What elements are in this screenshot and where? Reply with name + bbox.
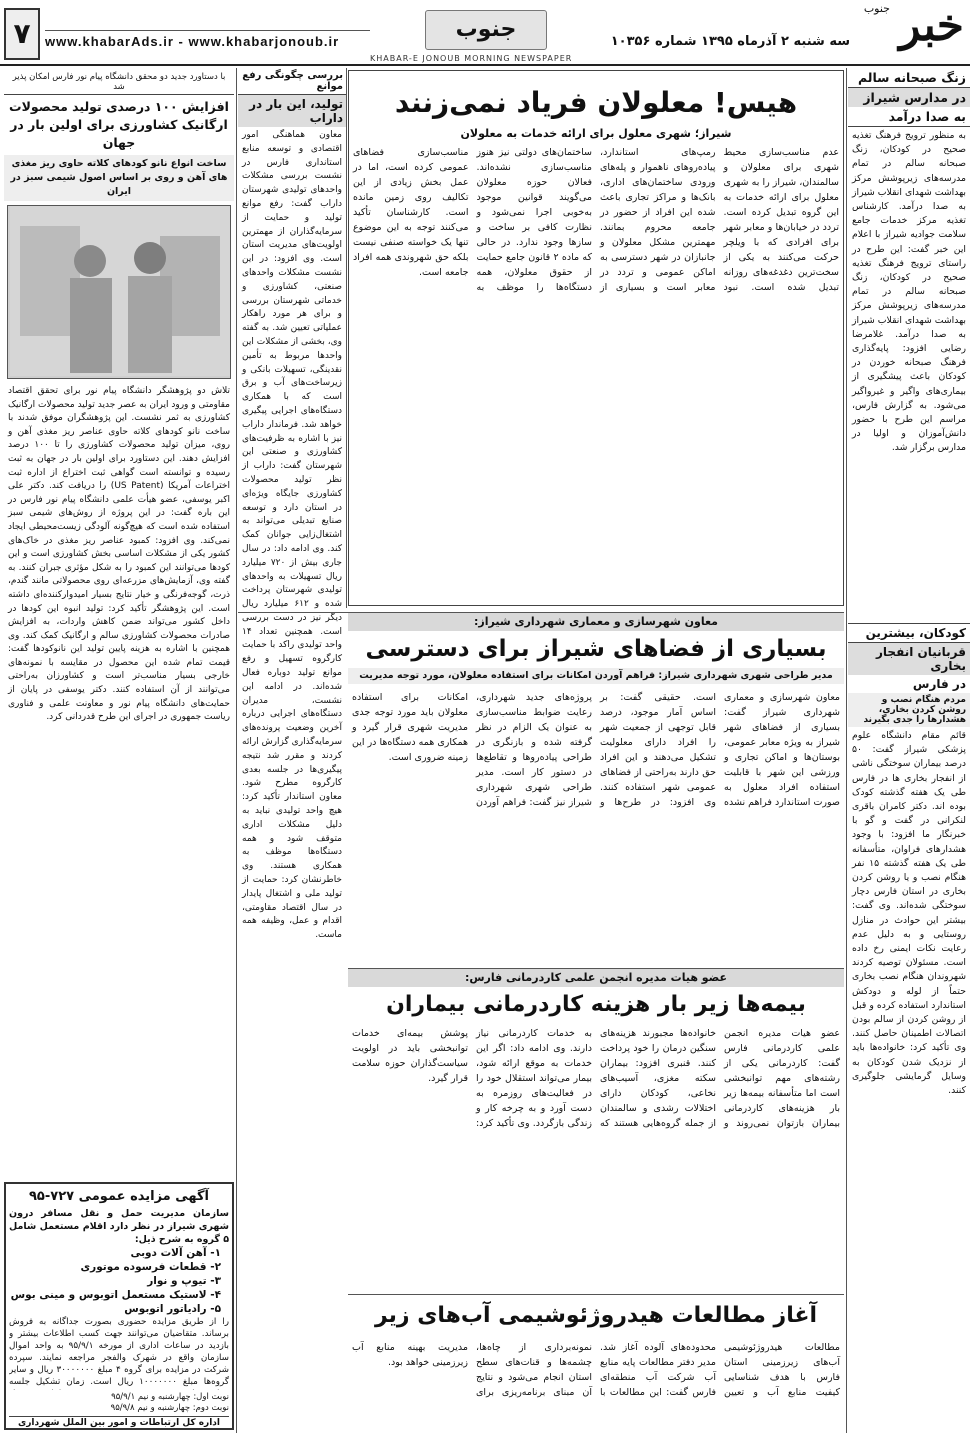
article-body: معاون شهرسازی و معماری شهرداری شیراز گفت: بسیاری از فضاهای شهر شیراز به ویژه معابر عمومی، بوستان‌ها و اماکن تجاری و ورزشی این شهر با قابلیت استفاده افراد معلول به صورت استاندارد فراهم نشده است. حقیقی گفت: بر اساس آمار موجود، درصد قابل توجهی از جمعیت شهر را افراد دارای معلولیت تشکیل می‌دهند و این افراد حق دارند به‌راحتی از فضاهای عمومی شهر استفاده کنند. وی افزود: در طرح‌ها و پروژه‌های جدید شهرداری، رعایت ضوابط مناسب‌سازی به عنوان یک الزام در نظر گرفته شده و بازنگری در طراحی پیاده‌روها و تقاطع‌ها در دستور کار است. مدیر طراحی شهری شهرداری شیراز نیز گفت: فراهم آوردن امکانات برای استفاده معلولان باید مورد توجه جدی مدیریت شهری قرار گیرد و همکاری همه دستگاه‌ها در این زمینه ضروری است. [352, 692, 840, 808]
ad-body: را از طریق مزایده حضوری بصورت جداگانه به فروش برساند. متقاضیان می‌توانند جهت کسب اطلاعات بیشتر و بازدید در ساعات اداری از مورخه ۹۵/۹/۱ به واحد اموال سازمان واقع در شهرک والفجر مراجعه نمایند. سپرده شرکت در مزایده برای گروه ۴ مبلغ ۳۰۰۰۰۰۰۰ ریال و سایر گروه‌ها مبلغ ۱۰۰۰۰۰۰۰ ریال است. زمان تشکیل جلسه [9, 1317, 229, 1387]
auction-ad [4, 1182, 234, 1430]
english-title: KHABAR-E JONOUB MORNING NEWSPAPER [370, 54, 573, 63]
article-band: عضو هیات مدیره انجمن علمی کاردرمانی فارس: [348, 969, 844, 987]
middle-column [238, 68, 346, 1433]
article-body: عدم مناسب‌سازی محیط شهری برای معلولان و سالمندان، شیراز را به شهری معلول برای ارائه خدمات به این گروه تبدیل کرده است. تردد در خیابان‌ها و معابر شهر برای افرادی که با ویلچر حرکت می‌کنند به یکی از سخت‌ترین دغدغه‌های روزانه تبدیل شده است. نبود رمپ‌های استاندارد، پیاده‌روهای ناهموار و پله‌های ورودی ساختمان‌های اداری، بانک‌ها و مراکز تجاری باعث شده این افراد از حضور در جامعه محروم بمانند. مهمترین مشکل معلولان و جانبازان در شهر دسترسی به اماکن عمومی و تردد در معابر است و بسیاری از ساختمان‌های دولتی نیز هنوز مناسب‌سازی نشده‌اند. فعالان حوزه معلولان می‌گویند قوانین موجود به‌خوبی اجرا نمی‌شود و نظارت کافی بر ساخت و سازها وجود ندارد. در حالی که ماده ۲ قانون جامع حمایت از حقوق معلولان، همه دستگاه‌ها را موظف به مناسب‌سازی فضاهای عمومی کرده است، اما در عمل بخش زیادی از این تکالیف روی زمین مانده است. کارشناسان تأکید می‌کنند توجه به این موضوع تنها یک خواسته صنفی نیست بلکه حق شهروندی همه افراد جامعه است. [353, 147, 839, 293]
ad-item: ۴- لاستیک مستعمل اتوبوس و مینی بوس [10, 1289, 221, 1301]
article-title: زنگ صبحانه سالم [848, 68, 970, 88]
article-body: معاون هماهنگی امور اقتصادی و توسعه منابع استانداری فارس در نشست بررسی مشکلات واحدهای تولیدی شهرستان داراب گفت: رفع موانع تولید و حمایت از سرمایه‌گذاران از مهمترین اولویت‌های مدیریت استان است. وی افزود: در این نشست مشکلات واحدهای صنعتی، کشاورزی و خدماتی شهرستان بررسی و برای هر مورد راهکار عملیاتی تعیین شد. به گفته وی، بخشی از مشکلات این واحدها مربوط به تأمین نقدینگی، تسهیلات بانکی و زیرساخت‌های آب و برق است که با همکاری دستگاه‌های اجرایی پیگیری خواهد شد. فرماندار داراب نیز با اشاره به ظرفیت‌های کشاورزی و صنعتی این شهرستان گفت: داراب از نظر تولید محصولات کشاورزی جایگاه ویژه‌ای در استان دارد و توسعه صنایع تبدیلی می‌تواند به اشتغال‌زایی جوانان کمک کند. وی ادامه داد: در سال جاری بیش از ۷۲۰ میلیارد ریال تسهیلات به واحدهای تولیدی شهرستان پرداخت شده و ۶۱۲ میلیارد ریال دیگر نیز در دست بررسی است. همچنین تعداد ۱۴ واحد تولیدی راکد با حمایت کارگروه تسهیل و رفع موانع تولید دوباره فعال شده‌اند. در ادامه این نشست، مدیران دستگاه‌های اجرایی درباره آخرین وضعیت پرونده‌های سرمایه‌گذاری گزارش ارائه کردند و مقرر شد نتیجه پیگیری‌ها در جلسه بعدی کارگروه مطرح شود. معاون استاندار تأکید کرد: هیچ واحد تولیدی نباید به دلیل مشکلات اداری متوقف شود و همه دستگاه‌ها موظف به همکاری هستند. وی خاطرنشان کرد: حمایت از تولید ملی و اشتغال پایدار در سال اقتصاد مقاومتی، اقدام و عمل، وظیفه همه ماست. [242, 130, 342, 941]
article-headline: بیمه‌ها زیر بار هزینه کاردرمانی بیماران [386, 992, 806, 1017]
article-photo [7, 205, 231, 379]
newspaper-logo: خبر [899, 0, 964, 51]
column-divider [236, 68, 237, 1433]
article-kicker: با دستاورد جدید دو محقق دانشگاه پیام نور فارس امکان پذیر شد [4, 70, 234, 95]
ad-footer: اداره کل ارتباطات و امور بین الملل شهرداری [9, 1416, 229, 1430]
column-divider [846, 68, 847, 1433]
ad-dates: نوبت اول: چهارشنبه و نیم ۹۵/۹/۱ نوبت دوم: چهارشنبه و نیم ۹۵/۹/۸ [110, 1392, 229, 1413]
article-body: به منظور ترویج فرهنگ تغذیه صحیح در کودکان، زنگ صبحانه سالم در تمام مدرسه‌های زیرپوشش مرکز بهداشت شهدای انقلاب شیراز به صدا درآمد. کارشناس تغذیه مرکز خدمات جامع سلامت جوادیه شیراز با اعلام این خبر گفت: این طرح در راستای ترویج فرهنگ تغذیه صحیح در کودکان، زنگ صبحانه سالم در تمام مدرسه‌های زیرپوشش مرکز بهداشت شهدای انقلاب شیراز به صدا درآمد. غلامرضا رضایی افزود: پایه‌گذاری فرهنگ صبحانه خوردن در کودکان باعث پیشگیری از بیماری‌های واگیر و غیرواگیر می‌شود. به گزارش فارس، مراسم این طرح با حضور دانش‌آموزان و اولیا در مدارس برگزار شد. [852, 130, 966, 454]
masthead [0, 0, 970, 66]
right-column [848, 68, 970, 1433]
page-number: ۷ [4, 8, 40, 60]
article-title: به صدا درآمد [848, 107, 970, 127]
ad-item: ۱- آهن آلات دوبی [130, 1247, 221, 1259]
article-subhead: ساخت انواع نانو کودهای کلاته حاوی ریز مغذی های آهن و روی بر اساس اصول شیمی سبز در ایران [4, 155, 234, 201]
article-subhead: مردم هنگام نصب و روشن کردن بخاری، هشدارها را جدی بگیرند [848, 693, 970, 727]
researchers-photo-icon [10, 206, 230, 376]
article-band: معاون شهرسازی و معماری شهرداری شیراز: [348, 613, 844, 631]
article-headline: تولید، این بار در داراب [238, 95, 346, 127]
logo-subtitle: جنوب [863, 2, 890, 15]
article-body: تلاش دو پژوهشگر دانشگاه پیام نور برای تحقق اقتصاد مقاومتی و ورود ایران به عصر جدید تولید محصولات ارگانیک کشاورزی به ثمر نشست. این پژوهشگران موفق شدند با ساخت نانو کودهای کلاته حاوی عناصر ریز مغذی آهن و روی، میزان تولید محصولات کشاورزی را تا ۱۰۰ درصد افزایش دهند. این دستاورد برای اولین بار در جهان به ثبت رسیده و توانسته است گواهی ثبت اختراع از اداره ثبت اختراعات آمریکا (US Patent) را دریافت کند. دکتر علی اکبر یوسفی، عضو هیأت علمی دانشگاه پیام نور فارس در این باره گفت: در این پروژه از روش‌های شیمی سبز استفاده شده است که هیچ‌گونه آلودگی زیست‌محیطی ایجاد نمی‌کند. وی افزود: کمبود عناصر ریز مغذی در خاک‌های کشور یکی از مشکلات اساسی بخش کشاورزی است و این کودها می‌توانند این کمبود را به شکل مؤثری جبران کنند. به گفته وی، آزمایش‌های مزرعه‌ای روی محصولاتی مانند گندم، ذرت، گوجه‌فرنگی و خیار نتایج بسیار امیدوارکننده‌ای داشته است. این پژوهشگر تأکید کرد: تولید انبوه این کودها در داخل کشور می‌تواند ضمن کاهش واردات، به افزایش صادرات محصولات کشاورزی سالم و ارگانیک کمک کند. وی همچنین با اشاره به هزینه پایین تولید این نانوکودها گفت: قیمت تمام شده این محصول در مقایسه با نمونه‌های خارجی بسیار مناسب‌تر است و کشاورزان به‌راحتی می‌توانند از آن استفاده کنند. دکتر یوسفی در پایان از حمایت‌های دانشگاه پیام نور و معاونت علمی و فناوری ریاست جمهوری در اجرای این طرح قدردانی کرد. [8, 386, 230, 723]
article-body: عضو هیات مدیره انجمن علمی کاردرمانی فارس گفت: کاردرمانی یکی از رشته‌های مهم توانبخشی است اما متأسفانه بیمه‌ها زیر بار هزینه‌های کاردرمانی بیماران بازتوان نمی‌روند و خانواده‌ها مجبورند هزینه‌های سنگین درمان را خود پرداخت کنند. قنبری افزود: بیماران سکته مغزی، آسیب‌های نخاعی، کودکان دارای اختلالات رشدی و سالمندان از جمله گروه‌هایی هستند که به خدمات کاردرمانی نیاز دارند. وی ادامه داد: اگر این خدمات به موقع ارائه شود، بیمار می‌تواند استقلال خود را در فعالیت‌های روزمره به دست آورد و به چرخه کار و زندگی بازگردد. وی تأکید کرد: پوشش بیمه‌ای خدمات توانبخشی باید در اولویت سیاست‌گذاران حوزه سلامت قرار گیرد. [352, 1028, 840, 1129]
website-link[interactable]: www.khabarAds.ir - www.khabarjonoub.ir [45, 34, 340, 49]
article-title: در فارس [912, 677, 966, 691]
article-headline: آغاز مطالعات هیدروژئوشیمی آب‌های زیر [374, 1303, 818, 1328]
left-column-article [4, 70, 234, 1180]
issue-date-line: سه شنبه ۲ آذرماه ۱۳۹۵ شماره ۱۰۳۵۶ [610, 34, 850, 49]
ad-item: ۳- تیوپ و نوار [147, 1275, 221, 1287]
article-subhead: شیراز؛ شهری معلول برای ارائه خدمات به معلولان [460, 127, 732, 140]
article-subhead: مدیر طراحی شهری شهرداری شیراز: فراهم آوردن امکانات برای استفاده معلولان، مورد توجه مدیریت [348, 668, 844, 684]
article-title: در مدارس شیراز [848, 88, 970, 107]
column-divider [346, 68, 347, 608]
article-headline: بسیاری از فضاهای شیراز برای دسترسی [365, 636, 827, 662]
ad-item: ۵- رادیاتور اتوبوس [124, 1303, 221, 1315]
ad-intro: سازمان مدیریت حمل و نقل مسافر درون شهری شیراز در نظر دارد اقلام مستعمل شامل ۵ گروه به شرح ذیل: [9, 1208, 229, 1245]
article-headline: افزایش ۱۰۰ درصدی تولید محصولات ارگانیک کشاورزی برای اولین بار در جهان [9, 99, 229, 150]
article-kicker: بررسی چگونگی رفع موانع [238, 68, 346, 95]
article-body: مطالعات هیدروژئوشیمی آب‌های زیرزمینی استان فارس با هدف شناسایی کیفیت منابع آب و تعیین محدوده‌های آلوده آغاز شد. مدیر دفتر مطالعات پایه منابع آب شرکت آب منطقه‌ای فارس گفت: این مطالعات با نمونه‌برداری از چاه‌ها، چشمه‌ها و قنات‌های سطح استان انجام می‌شود و نتایج آن مبنای برنامه‌ریزی برای مدیریت بهینه منابع آب زیرزمینی خواهد بود. [352, 1342, 840, 1398]
article-title: کودکان، بیشترین [848, 623, 970, 643]
ad-item: ۲- قطعات فرسوده موتوری [80, 1261, 221, 1273]
article-body: قائم مقام دانشگاه علوم پزشکی شیراز گفت: ۵۰ درصد بیماران سوختگی ناشی از انفجار بخاری ها در فارس طی یک هفته گذشته کودک بوده اند. دکتر کامران باقری لنکرانی در گفت و گو با خبرنگار ما افزود: با وجود هشدارهای فراوان، متأسفانه طی یک هفته گذشته ۱۵ نفر هنگام نصب و یا روشن کردن بخاری در استان فارس دچار سوختگی شده‌اند. وی گفت: بیشتر این حوادث در منازل روستایی و به دلیل عدم رعایت نکات ایمنی رخ داده است. مسئولان توصیه کردند شهروندان هنگام نصب بخاری حتماً از لوله و دودکش استاندارد استفاده کرده و قبل از روشن کردن از سالم بودن اتصالات اطمینان حاصل کنند. وی تأکید کرد: خانواده‌ها باید از نزدیک شدن کودکان به وسایل گرمایشی جلوگیری کنند. [852, 730, 966, 1097]
section-rule [348, 1294, 844, 1295]
article-headline: هیس! معلولان فریاد نمی‌زنند [394, 86, 798, 119]
section-title: جنوب [425, 10, 547, 50]
article-title: قربانیان انفجار بخاری [848, 643, 970, 675]
header-rule [45, 30, 370, 31]
ad-title: آگهی مزایده عمومی ۷۲۷-۹۵ [28, 1189, 210, 1204]
ad-item-list [9, 1246, 229, 1316]
center-top-article [348, 70, 844, 606]
